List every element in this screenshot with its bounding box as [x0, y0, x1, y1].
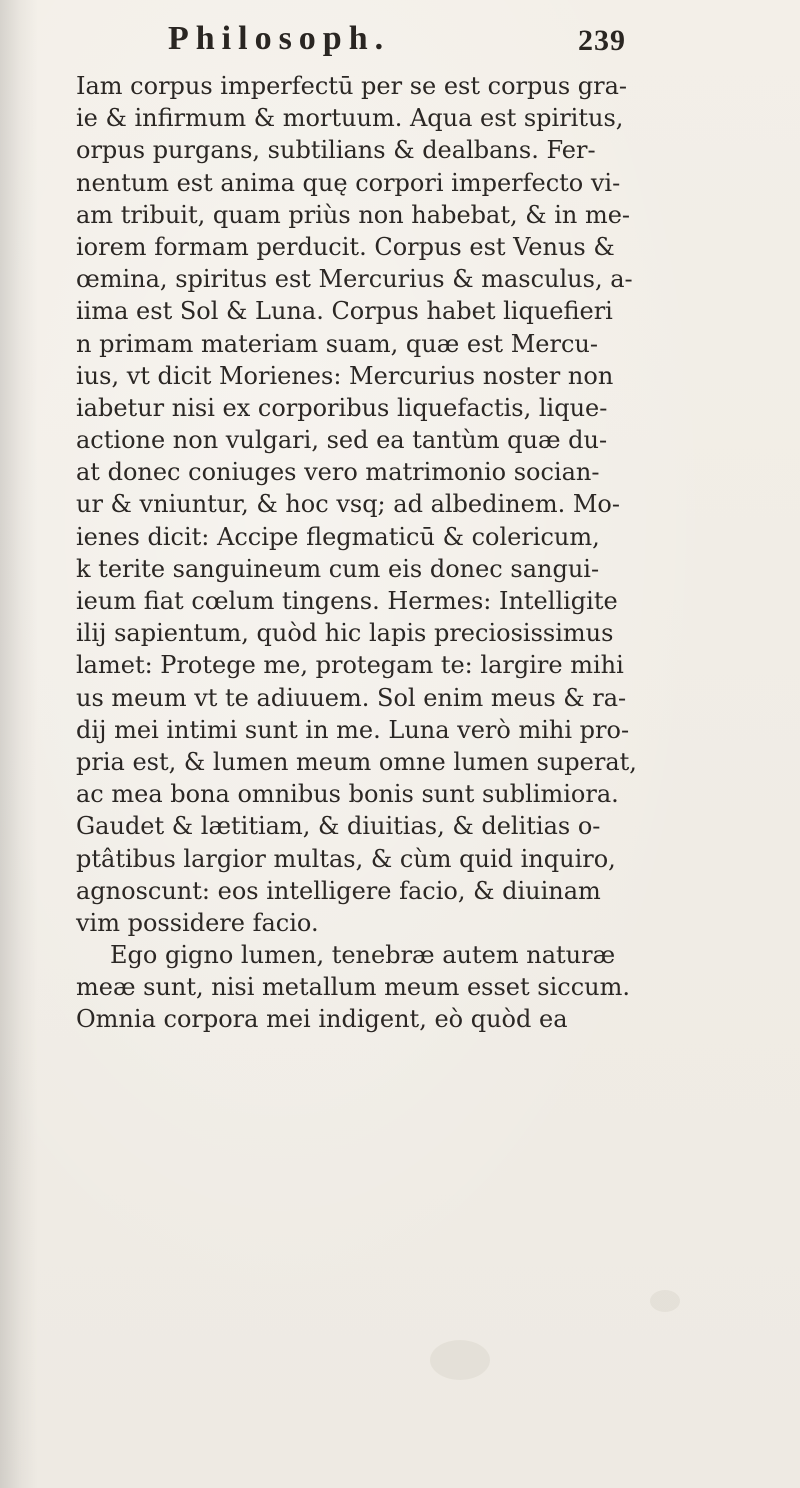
text-line: iima est Sol & Luna. Corpus habet liquefieri: [76, 297, 613, 326]
text-line: orpus purgans, subtilians & dealbans. Fer-: [76, 136, 596, 165]
text-line: Ego gigno lumen, tenebræ autem naturæ: [110, 941, 616, 970]
text-line: k terite sanguineum cum eis donec sangui-: [76, 554, 600, 583]
text-line: ptâtibus largior multas, & cùm quid inquiro,: [76, 844, 616, 873]
paper-stain: [430, 1340, 490, 1380]
page-gutter-shadow: [0, 0, 38, 1488]
page-number: 239: [578, 24, 626, 57]
text-line: actione non vulgari, sed ea tantùm quæ du-: [76, 426, 608, 455]
text-line: at donec coniuges vero matrimonio socian-: [76, 458, 600, 487]
text-line: pria est, & lumen meum omne lumen superat,: [76, 747, 637, 776]
text-line: nentum est anima quę corpori imperfecto vi-: [76, 168, 621, 197]
text-line: vim possidere facio.: [76, 908, 319, 937]
text-line: Omnia corpora mei indigent, eò quòd ea: [76, 1005, 568, 1034]
text-line: dij mei intimi sunt in me. Luna verò mihi pro-: [76, 715, 630, 744]
text-line: Iam corpus imperfectū per se est corpus gra-: [76, 72, 628, 100]
body-text: [76, 70, 776, 1036]
text-line: agnoscunt: eos intelligere facio, & diuinam: [76, 876, 601, 905]
text-line: us meum vt te adiuuem. Sol enim meus & ra-: [76, 683, 627, 712]
text-line: ac mea bona omnibus bonis sunt sublimiora.: [76, 780, 619, 809]
text-line: lamet: Protege me, protegam te: largire mihi: [76, 651, 624, 680]
paper-stain: [650, 1290, 680, 1312]
text-line: Gaudet & lætitiam, & diuitias, & delitias o-: [76, 812, 601, 841]
text-line: ienes dicit: Accipe flegmaticū & colericum,: [76, 522, 600, 551]
text-line: ius, vt dicit Morienes: Mercurius noster non: [76, 361, 614, 390]
page-header: [0, 18, 800, 68]
text-line: am tribuit, quam priùs non habebat, & in me-: [76, 200, 631, 229]
text-line: ilij sapientum, quòd hic lapis preciosissimus: [76, 619, 614, 648]
text-line: iabetur nisi ex corporibus liquefactis, lique-: [76, 393, 608, 422]
text-line: n primam materiam suam, quæ est Mercu-: [76, 329, 598, 358]
running-head: Philosoph.: [168, 20, 391, 57]
text-line: iorem formam perducit. Corpus est Venus &: [76, 232, 615, 261]
text-line: œmina, spiritus est Mercurius & masculus, a-: [76, 265, 633, 294]
text-line: ur & vniuntur, & hoc vsq; ad albedinem. Mo-: [76, 490, 620, 519]
text-line: ieum fiat cœlum tingens. Hermes: Intelligite: [76, 587, 618, 615]
text-line: ie & infirmum & mortuum. Aqua est spiritus,: [76, 104, 624, 133]
text-line: meæ sunt, nisi metallum meum esset siccum.: [76, 973, 630, 1002]
